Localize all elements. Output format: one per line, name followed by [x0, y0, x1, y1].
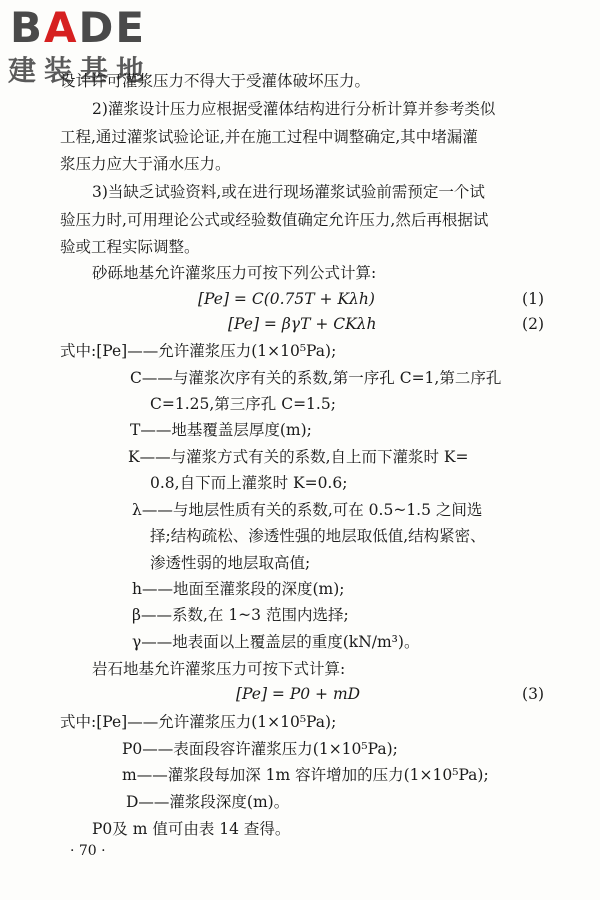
equation-3: [Pe] = P0 + mD	[236, 685, 361, 703]
definition-line: β——系数,在 1~3 范围内选择;	[132, 606, 349, 624]
equation-number: (1)	[522, 290, 544, 308]
equation-number: (2)	[522, 315, 544, 333]
text-line: 设计许可灌浆压力不得大于受灌体破坏压力。	[60, 72, 371, 90]
definition-line: 0.8,自下而上灌浆时 K=0.6;	[150, 474, 348, 492]
text-line: 3)当缺乏试验资料,或在进行现场灌浆试验前需预定一个试	[92, 183, 485, 201]
definition-line: γ——地表面以上覆盖层的重度(kN/m³)。	[132, 633, 420, 651]
definition-line: K——与灌浆方式有关的系数,自上而下灌浆时 K=	[128, 448, 469, 466]
logo-chinese: 建装基地	[8, 54, 153, 87]
text-line: 2)灌浆设计压力应根据受灌体结构进行分析计算并参考类似	[92, 100, 496, 118]
definition-line: λ——与地层性质有关的系数,可在 0.5~1.5 之间选	[132, 501, 483, 519]
text-line: 工程,通过灌浆试验论证,并在施工过程中调整确定,其中堵漏灌	[60, 128, 478, 146]
text-line: P0及 m 值可由表 14 查得。	[92, 820, 291, 838]
page-number: · 70 ·	[70, 843, 106, 859]
text-line: 浆压力应大于涌水压力。	[60, 155, 231, 173]
equation-2: [Pe] = βγT + CKλh	[228, 315, 377, 333]
definition-line: 式中:[Pe]——允许灌浆压力(1×10⁵Pa);	[60, 713, 337, 731]
text-line: 砂砾地基允许灌浆压力可按下列公式计算:	[92, 264, 377, 282]
equation-number: (3)	[522, 685, 544, 703]
text-line: 验压力时,可用理论公式或经验数值确定允许压力,然后再根据试	[60, 211, 489, 229]
text-line: 验或工程实际调整。	[60, 238, 200, 256]
text-line: 岩石地基允许灌浆压力可按下式计算:	[92, 660, 346, 678]
definition-line: m——灌浆段每加深 1m 容许增加的压力(1×10⁵Pa);	[122, 766, 489, 784]
equation-1: [Pe] = C(0.75T + Kλh)	[198, 290, 375, 308]
definition-line: C——与灌浆次序有关的系数,第一序孔 C=1,第二序孔	[130, 369, 502, 387]
definition-line: T——地基覆盖层厚度(m);	[130, 421, 312, 439]
logo-wordmark: BADE	[10, 3, 147, 52]
definition-line: D——灌浆段深度(m)。	[126, 793, 290, 811]
definition-line: 渗透性弱的地层取高值;	[150, 554, 311, 572]
definition-line: C=1.25,第三序孔 C=1.5;	[150, 395, 336, 413]
definition-line: 式中:[Pe]——允许灌浆压力(1×10⁵Pa);	[60, 342, 337, 360]
definition-line: h——地面至灌浆段的深度(m);	[132, 580, 345, 598]
definition-line: P0——表面段容许灌浆压力(1×10⁵Pa);	[122, 740, 398, 758]
definition-line: 择;结构疏松、渗透性强的地层取低值,结构紧密、	[150, 527, 486, 545]
